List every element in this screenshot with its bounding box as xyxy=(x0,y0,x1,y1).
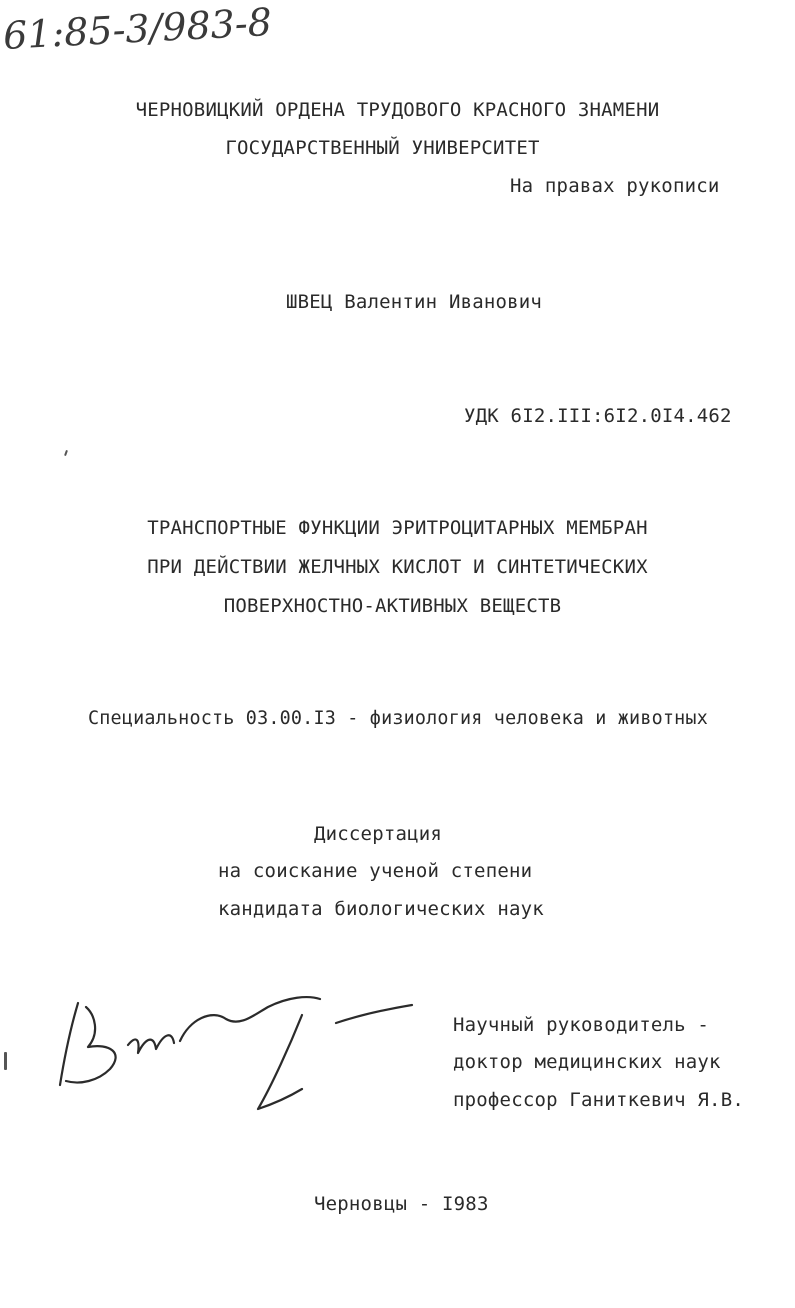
archive-number: 61:85-3/983-8 xyxy=(2,0,273,58)
dissertation-line1: Диссертация xyxy=(314,823,443,845)
dissertation-line3: кандидата биологических наук xyxy=(218,898,544,920)
supervisor-line1: Научный руководитель - xyxy=(453,1014,710,1036)
thesis-title-line3: ПОВЕРХНОСТНО-АКТИВНЫХ ВЕЩЕСТВ xyxy=(223,595,562,617)
udc-code: УДК 6I2.III:6I2.0I4.462 xyxy=(464,405,732,427)
thesis-title-line2: ПРИ ДЕЙСТВИИ ЖЕЛЧНЫХ КИСЛОТ И СИНТЕТИЧЕСКИХ xyxy=(147,556,648,578)
university-name-line2: ГОСУДАРСТВЕННЫЙ УНИВЕРСИТЕТ xyxy=(225,137,540,159)
city-year: Черновцы - I983 xyxy=(314,1193,489,1215)
manuscript-note: На правах рукописи xyxy=(510,175,720,197)
scan-mark xyxy=(4,1052,7,1070)
university-name-line1: ЧЕРНОВИЦКИЙ ОРДЕНА ТРУДОВОГО КРАСНОГО ЗНАМЕНИ xyxy=(135,99,660,121)
supervisor-line2: доктор медицинских наук xyxy=(453,1051,721,1073)
specialty: Специальность 03.00.I3 - физиология человека и животных xyxy=(88,708,708,729)
thesis-title-line1: ТРАНСПОРТНЫЕ ФУНКЦИИ ЭРИТРОЦИТАРНЫХ МЕМБРАН xyxy=(147,517,648,539)
scan-mark xyxy=(64,450,68,456)
author-name: ШВЕЦ Валентин Иванович xyxy=(286,291,543,313)
handwritten-signature xyxy=(40,985,430,1125)
dissertation-line2: на соискание ученой степени xyxy=(218,860,533,882)
supervisor-line3: профессор Ганиткевич Я.В. xyxy=(453,1089,744,1111)
